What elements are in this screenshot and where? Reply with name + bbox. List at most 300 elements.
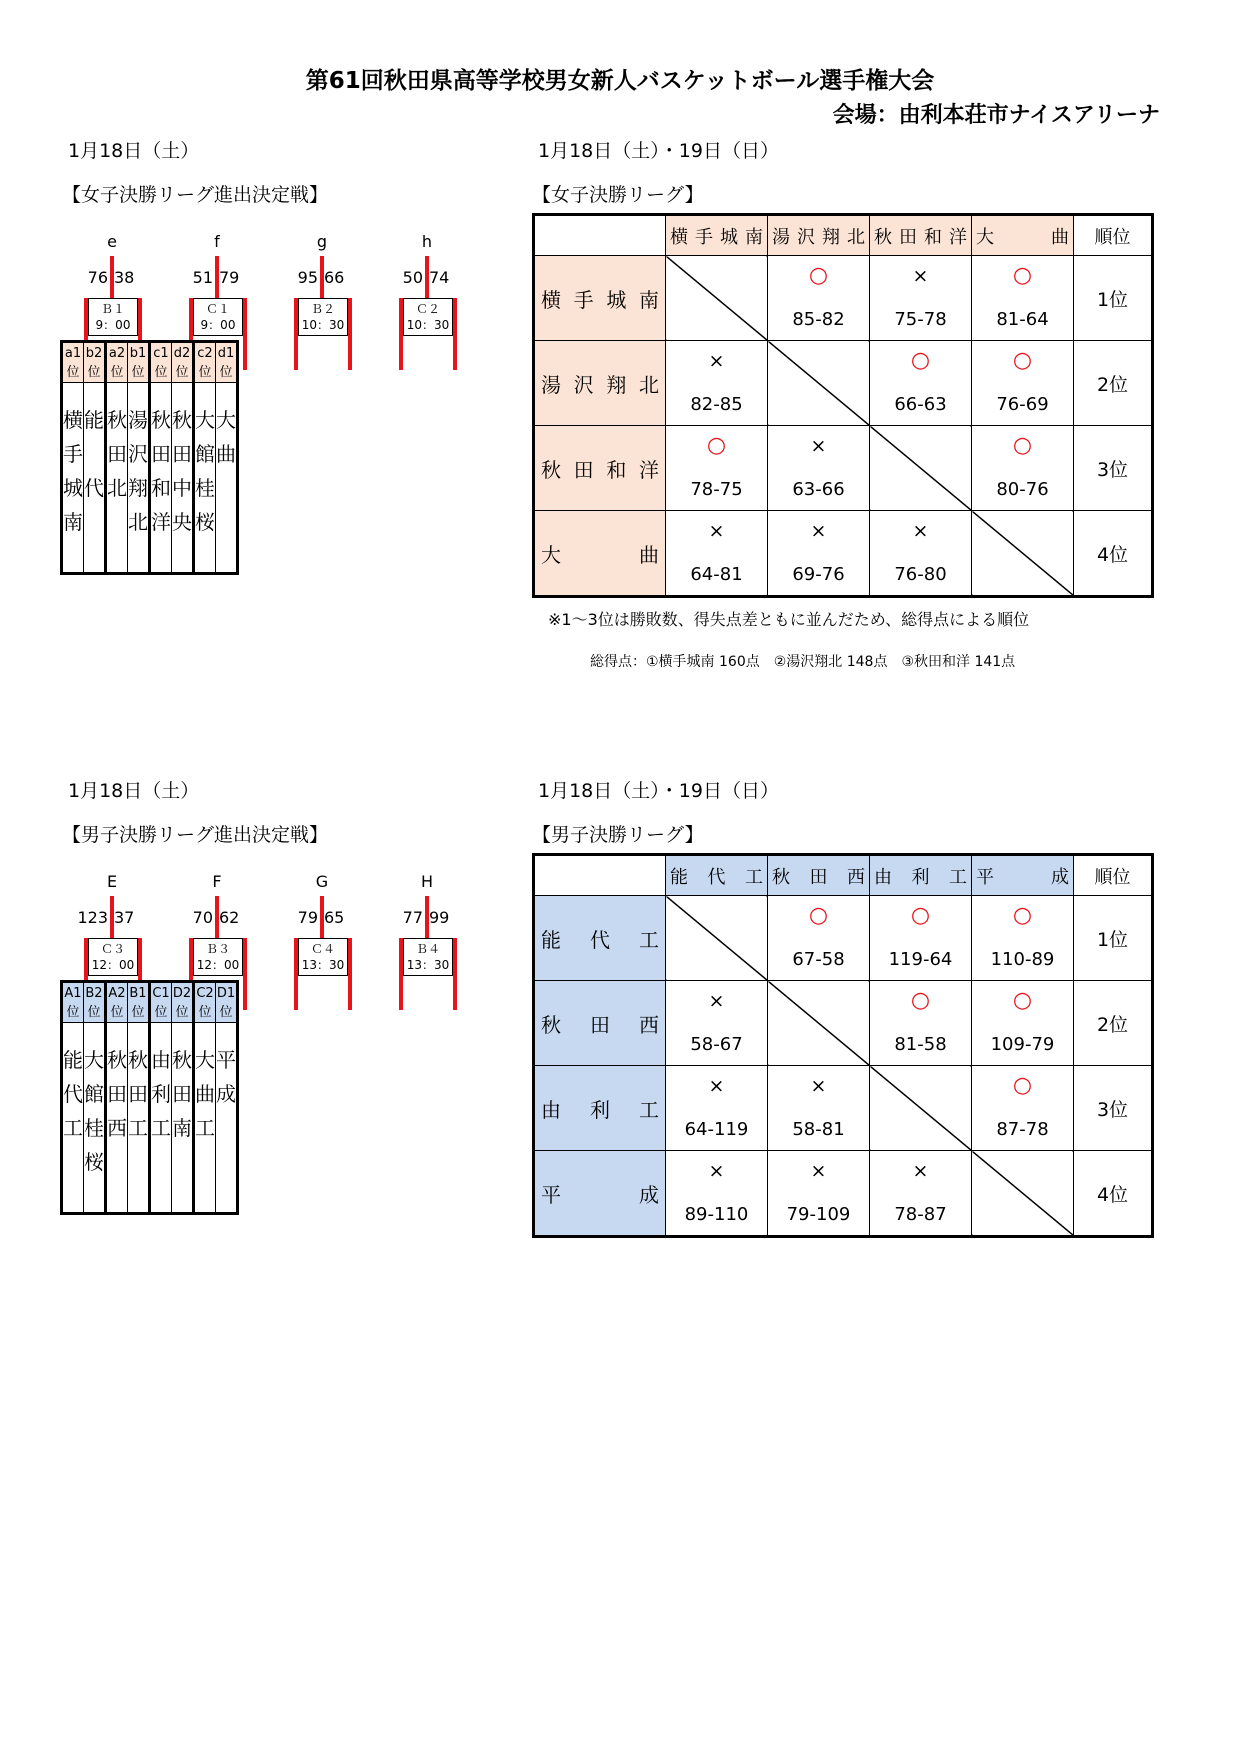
char: 田 <box>573 457 594 482</box>
league-row <box>534 1151 1153 1237</box>
char: 翔 <box>822 226 840 248</box>
char: 沢 <box>797 226 815 248</box>
girls-league-title: 【女子決勝リーグ】 <box>532 184 704 206</box>
bracket-line <box>425 896 429 940</box>
team-name-cell <box>194 383 216 574</box>
seed-cell: D2位 <box>172 982 194 1023</box>
char: 湯 <box>772 226 790 248</box>
league-row <box>534 426 1153 511</box>
char: 西 <box>639 1012 659 1037</box>
team-name-cell <box>62 1023 84 1214</box>
league-col-header <box>972 855 1074 896</box>
char: 成 <box>639 1182 659 1207</box>
score-left: 76 <box>87 268 108 287</box>
self-match-cell <box>768 981 870 1066</box>
league-row-header <box>534 426 666 511</box>
league-corner <box>534 215 666 256</box>
team-name-cell <box>106 1023 128 1214</box>
match-time: 9：00 <box>200 318 236 332</box>
char: 秋 <box>874 226 892 248</box>
boys-league-title: 【男子決勝リーグ】 <box>532 824 704 846</box>
match-box <box>298 298 348 336</box>
seed-cell: c1位 <box>150 342 172 383</box>
seed-cell: c2位 <box>194 342 216 383</box>
char: 工 <box>639 1097 659 1122</box>
result-cell <box>768 1066 870 1151</box>
win-mark: ○ <box>910 348 931 373</box>
result-cell <box>870 256 972 341</box>
team-name-char: 田 <box>172 1082 192 1106</box>
win-mark: ○ <box>706 433 727 458</box>
loss-mark: × <box>810 1160 827 1182</box>
bracket-team-table <box>60 980 239 1215</box>
char: 横 <box>541 287 561 312</box>
team-name-char: 北 <box>128 510 148 534</box>
char: 能 <box>541 927 561 952</box>
bracket-line <box>348 298 352 370</box>
win-mark: ○ <box>808 263 829 288</box>
team-name-char: 平 <box>216 1048 236 1072</box>
char: 代 <box>707 866 726 888</box>
team-name-char: 横 <box>63 408 83 432</box>
rank-cell: 4位 <box>1074 1151 1153 1237</box>
result-cell <box>870 341 972 426</box>
boys-league-date: 1月18日（土）・19日（日） <box>538 780 779 802</box>
match-box <box>193 938 243 976</box>
league-row-header <box>534 981 666 1066</box>
result-score: 89-110 <box>684 1204 749 1225</box>
bracket-line <box>215 896 219 940</box>
match-time: 10：30 <box>301 318 345 332</box>
result-cell <box>972 256 1074 341</box>
league-col-header <box>972 215 1074 256</box>
seed-cell: a2位 <box>106 342 128 383</box>
team-name-char: 館 <box>84 1082 104 1106</box>
team-name-char: 南 <box>172 1116 192 1140</box>
team-name-char: 秋 <box>107 408 127 432</box>
league-row-header <box>534 896 666 981</box>
team-name-char: 成 <box>216 1082 236 1106</box>
team-name-char: 大 <box>195 408 215 432</box>
team-name-char: 能 <box>84 408 104 432</box>
match-court: Ｂ３ <box>205 942 230 956</box>
char: 工 <box>949 866 967 888</box>
win-mark: ○ <box>910 988 931 1013</box>
girls-bracket-date: 1月18日（土） <box>68 140 200 162</box>
league-row <box>534 981 1153 1066</box>
result-score: 64-119 <box>684 1119 749 1140</box>
result-score: 58-67 <box>690 1034 743 1055</box>
team-name-char: 工 <box>151 1116 171 1140</box>
loss-mark: × <box>912 1160 929 1182</box>
team-name-char: 由 <box>151 1048 171 1072</box>
team-name-char: 秋 <box>172 1048 192 1072</box>
result-cell <box>768 896 870 981</box>
match-time: 12：00 <box>91 958 135 972</box>
match-label: E <box>106 872 118 891</box>
result-cell <box>768 256 870 341</box>
score-right: 66 <box>324 268 345 287</box>
match-court: Ｃ１ <box>205 302 230 316</box>
match-label: e <box>107 232 117 251</box>
char: 平 <box>541 1182 561 1207</box>
team-name-char: 秋 <box>128 1048 148 1072</box>
team-name-char: 秋 <box>151 408 171 432</box>
rank-cell: 4位 <box>1074 511 1153 597</box>
char: 洋 <box>949 226 967 248</box>
team-name-cell <box>172 383 194 574</box>
score-left: 95 <box>297 268 318 287</box>
match-label: f <box>214 232 220 251</box>
team-name-char: 翔 <box>128 476 148 500</box>
char: 秋 <box>772 866 790 888</box>
team-name-char: 曲 <box>195 1082 215 1106</box>
league-row-header <box>534 1151 666 1237</box>
team-name-cell <box>150 383 172 574</box>
score-left: 50 <box>402 268 423 287</box>
char: 沢 <box>573 372 594 397</box>
char: 和 <box>606 457 627 482</box>
league-row <box>534 341 1153 426</box>
team-name-char: 田 <box>151 442 171 466</box>
team-name-cell <box>216 383 238 574</box>
team-name-char: 工 <box>195 1116 215 1140</box>
result-cell <box>870 981 972 1066</box>
score-right: 37 <box>114 908 135 927</box>
boys-league-table <box>532 853 1154 1238</box>
seed-cell: b1位 <box>128 342 150 383</box>
result-score: 87-78 <box>996 1119 1049 1140</box>
team-name-char: 央 <box>172 510 192 534</box>
match-label: g <box>316 232 328 251</box>
team-name-char: 秋 <box>107 1048 127 1072</box>
team-name-char: 大 <box>216 408 236 432</box>
seed-cell: d2位 <box>172 342 194 383</box>
char: 大 <box>976 226 994 248</box>
result-score: 75-78 <box>894 309 947 330</box>
team-name-char: 城 <box>63 476 83 500</box>
match-court: Ｃ２ <box>415 302 440 316</box>
result-cell <box>972 341 1074 426</box>
team-name-char: 桂 <box>84 1116 104 1140</box>
bracket-team-table <box>60 340 239 575</box>
league-row <box>534 511 1153 597</box>
result-score: 58-81 <box>792 1119 845 1140</box>
seed-cell: A1位 <box>62 982 84 1023</box>
result-cell <box>666 981 768 1066</box>
match-label: G <box>315 872 329 891</box>
score-right: 62 <box>219 908 240 927</box>
self-match-cell <box>972 511 1074 597</box>
result-cell <box>972 426 1074 511</box>
char: 田 <box>590 1012 610 1037</box>
win-mark: ○ <box>1012 1073 1033 1098</box>
score-left: 79 <box>297 908 318 927</box>
girls-league-table <box>532 213 1154 598</box>
result-score: 119-64 <box>888 949 953 970</box>
result-score: 78-87 <box>894 1204 947 1225</box>
char: 城 <box>606 287 627 312</box>
result-cell <box>666 1151 768 1237</box>
char: 平 <box>976 866 994 888</box>
team-name-cell <box>128 383 150 574</box>
team-name-char: 利 <box>151 1082 171 1106</box>
team-name-char: 田 <box>107 1082 127 1106</box>
league-row-header <box>534 511 666 597</box>
league-col-header <box>768 855 870 896</box>
win-mark: ○ <box>808 903 829 928</box>
league-row-header <box>534 341 666 426</box>
char: 南 <box>638 287 659 312</box>
char: 手 <box>573 287 594 312</box>
boys-bracket-title: 【男子決勝リーグ進出決定戦】 <box>62 824 329 846</box>
win-mark: ○ <box>1012 988 1033 1013</box>
team-name-char: 中 <box>172 476 192 500</box>
team-name-char: 湯 <box>128 408 148 432</box>
team-name-char: 館 <box>195 442 215 466</box>
loss-mark: × <box>708 350 725 372</box>
team-name-cell <box>150 1023 172 1214</box>
char: 手 <box>695 226 713 248</box>
girls-league-note: ※1～3位は勝敗数、得失点差ともに並んだため、総得点による順位 <box>548 610 1030 629</box>
win-mark: ○ <box>1012 903 1033 928</box>
char: 曲 <box>1051 226 1069 248</box>
char: 利 <box>911 866 930 888</box>
loss-mark: × <box>708 520 725 542</box>
team-name-char: 田 <box>172 442 192 466</box>
score-left: 51 <box>192 268 213 287</box>
char: 田 <box>899 226 917 248</box>
team-name-char: 沢 <box>128 442 148 466</box>
league-row <box>534 1066 1153 1151</box>
team-name-cell <box>194 1023 216 1214</box>
seed-cell: a1位 <box>62 342 84 383</box>
bracket-line <box>110 256 114 300</box>
char: 秋 <box>541 457 561 482</box>
seed-cell: b2位 <box>84 342 106 383</box>
girls-total-points-note: 総得点：①横手城南 160点 ②湯沢翔北 148点 ③秋田和洋 141点 <box>590 654 1016 670</box>
char: 工 <box>639 927 659 952</box>
venue-label: 会場：由利本荘市ナイスアリーナ <box>832 103 1160 128</box>
league-row-header <box>534 256 666 341</box>
page-title: 第61回秋田県高等学校男女新人バスケットボール選手権大会 <box>305 68 935 94</box>
team-name-char: 秋 <box>172 408 192 432</box>
char: 城 <box>720 226 738 248</box>
bracket-line <box>243 938 247 1010</box>
team-name-char: 曲 <box>216 442 236 466</box>
match-label: h <box>421 232 433 251</box>
seed-cell: D1位 <box>216 982 238 1023</box>
match-time: 12：00 <box>196 958 240 972</box>
team-name-char: 和 <box>151 476 171 500</box>
match-box <box>88 938 138 976</box>
girls-league-date: 1月18日（土）・19日（日） <box>538 140 779 162</box>
result-score: 67-58 <box>792 949 845 970</box>
boys-bracket-date: 1月18日（土） <box>68 780 200 802</box>
result-score: 64-81 <box>690 564 743 585</box>
self-match-cell <box>768 341 870 426</box>
team-name-char: 能 <box>63 1048 83 1072</box>
league-row-header <box>534 1066 666 1151</box>
loss-mark: × <box>708 1160 725 1182</box>
team-name-cell <box>84 1023 106 1214</box>
result-score: 110-89 <box>990 949 1055 970</box>
team-name-char <box>84 437 104 471</box>
match-court: Ｂ２ <box>310 302 335 316</box>
bracket-line <box>320 256 324 300</box>
team-name-char: 代 <box>84 476 104 500</box>
match-time: 13：30 <box>406 958 450 972</box>
team-name-char: 桜 <box>84 1150 104 1174</box>
char: 曲 <box>639 542 659 567</box>
rank-cell: 1位 <box>1074 896 1153 981</box>
result-score: 80-76 <box>996 479 1049 500</box>
result-cell <box>870 511 972 597</box>
win-mark: ○ <box>1012 433 1033 458</box>
team-name-char: 田 <box>128 1082 148 1106</box>
result-score: 81-64 <box>996 309 1049 330</box>
team-name-char: 大 <box>84 1048 104 1072</box>
result-score: 82-85 <box>690 394 743 415</box>
char: 工 <box>745 866 763 888</box>
seed-cell: C2位 <box>194 982 216 1023</box>
match-box <box>88 298 138 336</box>
score-right: 79 <box>219 268 240 287</box>
team-name-char: 南 <box>63 510 83 534</box>
char: 由 <box>874 866 892 888</box>
team-name-cell <box>84 383 106 574</box>
result-cell <box>666 426 768 511</box>
match-box <box>193 298 243 336</box>
team-name-char: 桜 <box>195 510 215 534</box>
match-time: 9：00 <box>95 318 131 332</box>
char: 代 <box>590 927 610 952</box>
loss-mark: × <box>912 520 929 542</box>
team-name-cell <box>216 1023 238 1214</box>
win-mark: ○ <box>1012 263 1033 288</box>
char: 利 <box>590 1097 610 1122</box>
result-cell <box>972 1066 1074 1151</box>
bracket-line <box>320 896 324 940</box>
bracket-line <box>215 256 219 300</box>
char: 能 <box>670 866 688 888</box>
rank-cell: 2位 <box>1074 981 1153 1066</box>
char: 西 <box>847 866 865 888</box>
bracket-line <box>453 938 457 1010</box>
league-row <box>534 896 1153 981</box>
team-name-cell <box>106 383 128 574</box>
score-right: 65 <box>324 908 345 927</box>
result-score: 76-80 <box>894 564 947 585</box>
match-box <box>298 938 348 976</box>
result-cell <box>870 896 972 981</box>
char: 秋 <box>541 1012 561 1037</box>
bracket-line <box>425 256 429 300</box>
team-name-char: 洋 <box>151 510 171 534</box>
char: 北 <box>847 226 865 248</box>
self-match-cell <box>666 256 768 341</box>
match-court: Ｃ３ <box>100 942 125 956</box>
result-score: 69-76 <box>792 564 845 585</box>
result-cell <box>870 1151 972 1237</box>
team-name-char: 工 <box>128 1116 148 1140</box>
result-score: 85-82 <box>792 309 845 330</box>
char: 湯 <box>541 372 561 397</box>
loss-mark: × <box>708 1075 725 1097</box>
seed-cell: A2位 <box>106 982 128 1023</box>
league-col-header <box>666 215 768 256</box>
result-cell <box>768 426 870 511</box>
rank-cell: 3位 <box>1074 1066 1153 1151</box>
char: 和 <box>924 226 942 248</box>
self-match-cell <box>666 896 768 981</box>
self-match-cell <box>972 1151 1074 1237</box>
result-cell <box>666 511 768 597</box>
team-name-char: 代 <box>63 1082 83 1106</box>
seed-cell: B1位 <box>128 982 150 1023</box>
char: 南 <box>745 226 763 248</box>
bracket-line <box>348 938 352 1010</box>
team-name-char: 田 <box>107 442 127 466</box>
result-score: 79-109 <box>786 1204 851 1225</box>
match-court: Ｂ１ <box>100 302 125 316</box>
char: 洋 <box>638 457 659 482</box>
team-name-cell <box>62 383 84 574</box>
char: 北 <box>638 372 659 397</box>
team-name-char: 桂 <box>195 476 215 500</box>
match-box <box>403 298 453 336</box>
bracket-line <box>243 298 247 370</box>
league-col-header <box>870 855 972 896</box>
result-cell <box>768 511 870 597</box>
char: 翔 <box>606 372 627 397</box>
match-time: 10：30 <box>406 318 450 332</box>
result-score: 66-63 <box>894 394 947 415</box>
score-left: 70 <box>192 908 213 927</box>
team-name-char: 大 <box>195 1048 215 1072</box>
rank-cell: 1位 <box>1074 256 1153 341</box>
league-col-header <box>666 855 768 896</box>
rank-header: 順位 <box>1074 215 1153 256</box>
team-name-char: 北 <box>107 476 127 500</box>
seed-cell: B2位 <box>84 982 106 1023</box>
league-col-header <box>768 215 870 256</box>
score-right: 99 <box>429 908 450 927</box>
result-score: 63-66 <box>792 479 845 500</box>
match-court: Ｃ４ <box>310 942 335 956</box>
loss-mark: × <box>810 435 827 457</box>
result-cell <box>972 981 1074 1066</box>
win-mark: ○ <box>910 903 931 928</box>
match-label: F <box>212 872 222 891</box>
result-score: 78-75 <box>690 479 743 500</box>
char: 成 <box>1051 866 1069 888</box>
score-left: 123 <box>77 908 108 927</box>
bracket-line <box>453 298 457 370</box>
loss-mark: × <box>912 265 929 287</box>
match-court: Ｂ４ <box>415 942 440 956</box>
team-name-char: 工 <box>63 1116 83 1140</box>
bracket-line <box>110 896 114 940</box>
match-box <box>403 938 453 976</box>
score-left: 77 <box>402 908 423 927</box>
char: 田 <box>809 866 828 888</box>
score-right: 38 <box>114 268 135 287</box>
self-match-cell <box>870 426 972 511</box>
team-name-char: 手 <box>63 442 83 466</box>
result-cell <box>666 1066 768 1151</box>
result-cell <box>768 1151 870 1237</box>
